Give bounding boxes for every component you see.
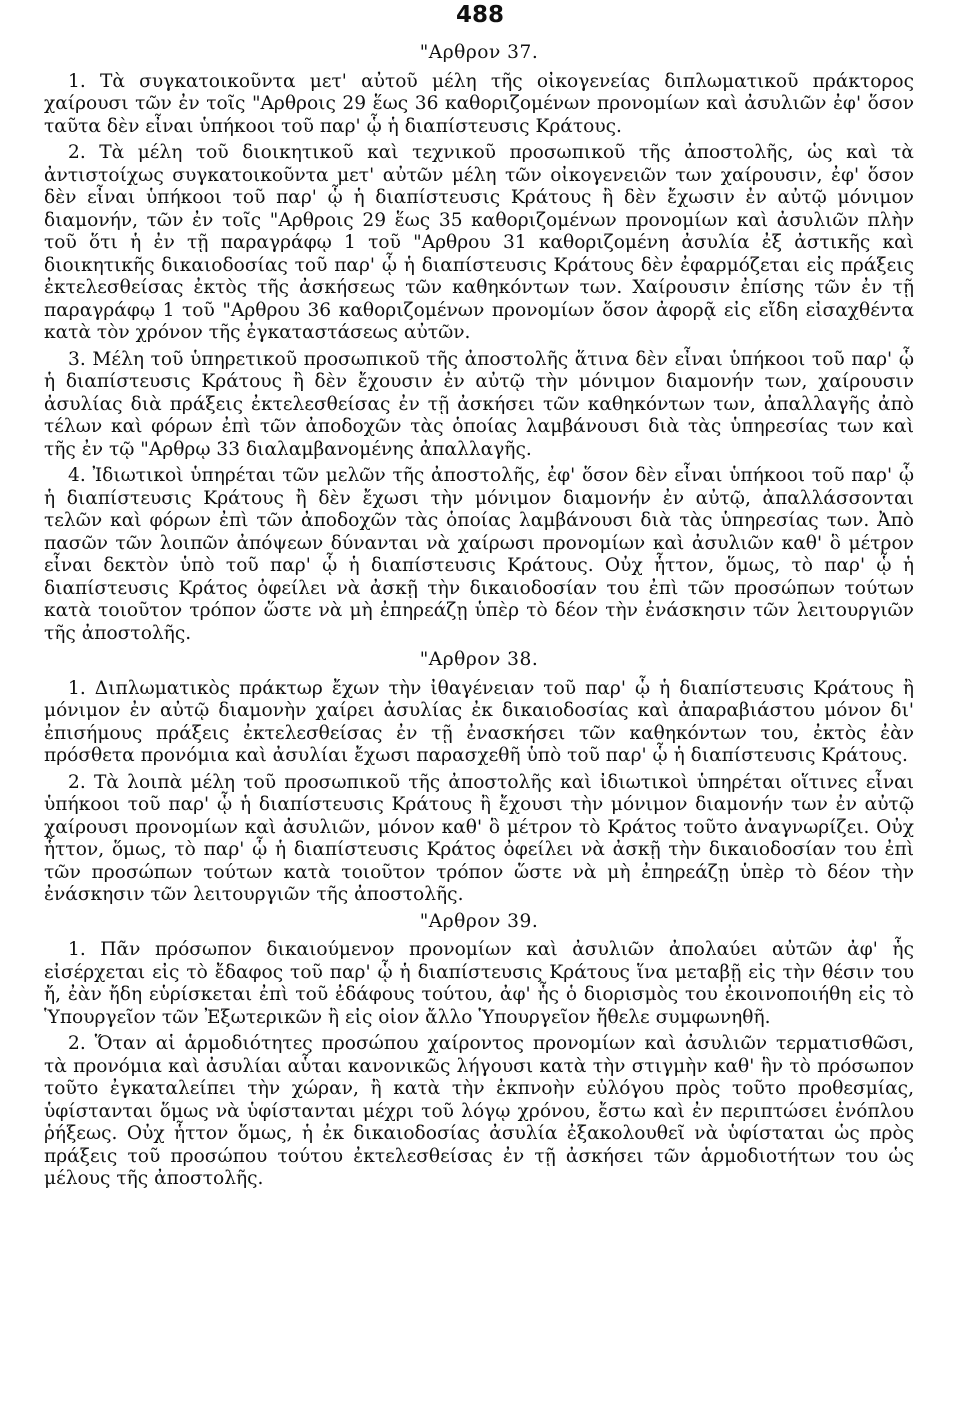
article-heading: "Αρθρον 38. — [419, 649, 539, 670]
article-heading: "Αρθρον 39. — [419, 910, 539, 932]
article-37 — [44, 42, 914, 645]
article-39 — [44, 911, 914, 1191]
article-heading: "Αρθρον 37. — [419, 42, 539, 63]
page-number: 488 — [455, 2, 504, 28]
paragraph: 2. Τὰ λοιπὰ μέλη τοῦ προσωπικοῦ τῆς ἀποστολῆς καὶ ἰδιωτικοὶ ὑπηρέται οἵτινες εἶναι ὑπήκοοι τοῦ παρ' ᾧ ἡ διαπίστευσις Κράτους ἢ ἔχουσι τὴν μόνιμον διαμονήν των ἐν αὐτῷ χαίρουσι προνομίων καὶ ἀσυλιῶν, μόνον καθ' ὃ μέτρον τὸ Κράτος τοῦτο ἀναγνωρίζει. Οὐχ ἧττον, ὅμως, τὸ παρ' ᾧ ἡ διαπίστευσις Κράτος ὀφείλει νὰ ἀσκῇ τὴν δικαιοδοσίαν του ἐπὶ τῶν προσώπων τούτων κατὰ τοιοῦτον τρόπον ὥστε νὰ μὴ ἐπηρεάζῃ ὑπὲρ τὸ δέον τὴν ἐνάσκησιν τῶν λειτουργιῶν τῆς ἀποστολῆς. — [44, 771, 914, 905]
paragraph: 3. Μέλη τοῦ ὑπηρετικοῦ προσωπικοῦ τῆς ἀποστολῆς ἅτινα δὲν εἶναι ὑπήκοοι τοῦ παρ' ᾧ ἡ διαπίστευσις Κράτους ἢ δὲν ἔχουσιν ἐν αὐτῷ τὴν μόνιμον διαμονήν των, χαίρουσιν ἀσυλίας διὰ πράξεις ἐκτελεσθείσας ἐν τῇ ἀσκήσει τῶν καθηκόντων των, ἀπαλλαγῆς ἀπὸ τέλων καὶ φόρων ἐπὶ τῶν ἀποδοχῶν τὰς ὁποίας λαμβάνουσι διὰ τὰς ὑπηρεσίας των καὶ τῆς ἐν τῷ "Αρθρῳ 33 διαλαμβανομένης ἀπαλλαγῆς. — [44, 348, 914, 460]
paragraph: 1. Πᾶν πρόσωπον δικαιούμενον προνομίων καὶ ἀσυλιῶν ἀπολαύει αὐτῶν ἀφ' ἧς εἰσέρχεται εἰς τὸ ἔδαφος τοῦ παρ' ᾧ ἡ διαπίστευσις Κράτους ἵνα μεταβῇ εἰς τὴν θέσιν του ἤ, ἐὰν ἤδη εὑρίσκεται ἐπὶ τοῦ ἐδάφους τούτου, ἀφ' ἧς ὁ διορισμὸς του ἐκοινοποιήθη εἰς τὸ Ὑπουργεῖον τῶν Ἐξωτερικῶν ἢ εἰς οἱον ἄλλο Ὑπουργεῖον ἤθελε συμφωνηθῆ. — [44, 939, 914, 1028]
paragraph: 1. Τὰ συγκατοικοῦντα μετ' αὐτοῦ μέλη τῆς οἰκογενείας διπλωματικοῦ πράκτορος χαίρουσι τῶν ἐν τοῖς "Αρθροις 29 ἕως 36 καθοριζομένων προνομίων καὶ ἀσυλιῶν ἐφ' ὅσον ταῦτα δὲν εἶναι ὑπήκοοι τοῦ παρ' ᾧ ἡ διαπίστευσις Κράτους. — [44, 70, 914, 137]
article-38 — [44, 649, 914, 907]
paragraph: 2. Ὅταν αἱ ἁρμοδιότητες προσώπου χαίροντος προνομίων καὶ ἀσυλιῶν τερματισθῶσι, τὰ προνόμια καὶ ἀσυλίαι αὗται κανονικῶς λήγουσι κατὰ τὴν στιγμὴν καθ' ἣν τὸ πρόσωπον τοῦτο ἐγκαταλείπει τὴν χώραν, ἢ κατὰ τὴν ἐκπνοὴν εὐλόγου πρὸς τοῦτο προθεσμίας, ὑφίστανται ὅμως νὰ ὑφίστανται μέχρι τοῦ λόγῳ χρόνου, ἔστω καὶ ἐν περιπτώσει ἐνόπλου ῥήξεως. Οὐχ ἧττον ὅμως, ἡ ἐκ δικαιοδοσίας ἀσυλία ἐξακολουθεῖ νὰ ὑφίσταται ὡς πρὸς πράξεις τοῦ προσώπου τούτου ἐκτελεσθείσας ἐν τῇ ἀσκήσει τῶν ἁρμοδιοτήτων του ὡς μέλους τῆς ἀποστολῆς. — [44, 1033, 914, 1189]
paragraph: 1. Διπλωματικὸς πράκτωρ ἔχων τὴν ἰθαγένειαν τοῦ παρ' ᾧ ἡ διαπίστευσις Κράτους ἢ μόνιμον ἐν αὐτῷ διαμονὴν χαίρει ἀσυλίας ἐκ δικαιοδοσίας καὶ ἀπαραβιάστου μόνον δι' ἐπισήμους πράξεις ἐκτελεσθείσας ἐν τῇ ἐνασκήσει τῶν καθηκόντων του, ἐκτὸς ἐὰν πρόσθετα προνόμια καὶ ἀσυλίαι ἔχωσι παρασχεθῆ ὑπὸ τοῦ παρ' ᾧ ἡ διαπίστευσις Κράτους. — [44, 677, 914, 766]
paragraph: 2. Τὰ μέλη τοῦ διοικητικοῦ καὶ τεχνικοῦ προσωπικοῦ τῆς ἀποστολῆς, ὡς καὶ τὰ ἀντιστοίχως συγκατοικοῦντα μετ' αὐτῶν μέλη τῶν οἰκογενειῶν των χαίρουσιν, ἐφ' ὅσον δὲν εἶναι ὑπήκοοι τοῦ παρ' ᾧ ἡ διαπίστευσις Κράτους ἢ δὲν ἔχωσιν ἐν αὐτῷ μόνιμον διαμονήν, τῶν ἐν τοῖς "Αρθροις 29 ἕως 35 καθοριζομένων προνομίων καὶ ἀσυλιῶν πλὴν τοῦ ὅτι ἡ ἐν τῇ παραγράφῳ 1 τοῦ "Αρθρου 31 καθοριζομένη ἀσυλία ἐξ ἀστικῆς καὶ διοικητικῆς δικαιοδοσίας τοῦ παρ' ᾧ ἡ διαπίστευσις Κράτους δὲν ἐφαρμόζεται εἰς πράξεις ἐκτελεσθείσας ἐκτὸς τῆς ἀσκήσεως τῶν καθηκόντων των. Χαίρουσιν ἐπίσης τῶν ἐν τῇ παραγράφῳ 1 τοῦ "Αρθρου 36 καθοριζομένων προνομίων ὅσον ἀφορᾷ εἰς εἴδη εἰσαχθέντα κατὰ τὸν χρόνον τῆς ἐγκαταστάσεως αὐτῶν. — [44, 142, 914, 343]
document-body — [44, 40, 914, 1195]
paragraph: 4. Ἰδιωτικοὶ ὑπηρέται τῶν μελῶν τῆς ἀποστολῆς, ἐφ' ὅσον δὲν εἶναι ὑπήκοοι τοῦ παρ' ᾧ ἡ διαπίστευσις Κράτους ἢ δὲν ἔχωσι τὴν μόνιμον διαμονήν ἐν αὐτῷ, ἀπαλλάσσονται τελῶν καὶ φόρων ἐπὶ τῶν ἀποδοχῶν τὰς ὁποίας λαμβάνουσι διὰ τὰς ὑπηρεσίας των. Ἀπὸ πασῶν τῶν λοιπῶν ἀπόψεων δύνανται νὰ χαίρωσι προνομίων καὶ ἀσυλιῶν καθ' ὃ μέτρον εἶναι δεκτὸν ὑπὸ τοῦ παρ' ᾧ ἡ διαπίστευσις Κράτους. Οὐχ ἧττον, ὅμως, τὸ παρ' ᾧ ἡ διαπίστευσις Κράτος ὀφείλει νὰ ἀσκῇ τὴν δικαιοδοσίαν του ἐπὶ τῶν προσώπων τούτων κατὰ τοιοῦτον τρόπον ὥστε νὰ μὴ ἐπηρεάζῃ ὑπὲρ τὸ δέον τὴν ἐνάσκησιν τῶν λειτουργιῶν τῆς ἀποστολῆς. — [44, 465, 914, 644]
